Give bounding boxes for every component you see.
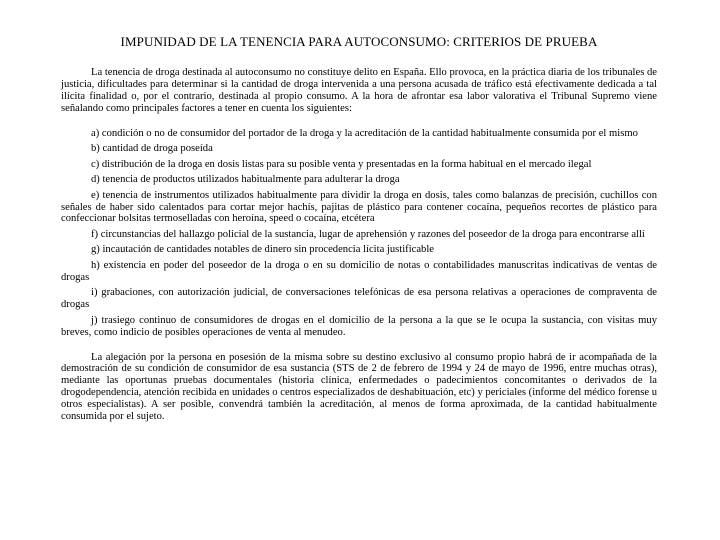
criterion-item: b) cantidad de droga poseída	[91, 143, 213, 155]
criterion-item: f) circunstancias del hallazgo policial de la sustancia, lugar de aprehensión y razones del poseedor de la droga para encontrarse allí	[91, 228, 645, 240]
criterion-item: h) existencia en poder del poseedor de la droga o en su domicilio de notas o contabilidades manuscritas indicativas de ventas de drogas	[61, 259, 657, 283]
criterion-item: c) distribución de la droga en dosis listas para su posible venta y presentadas en la forma habitual en el mercado ilegal	[91, 158, 592, 170]
criterion-item: g) incautación de cantidades notables de dinero sin procedencia lícita justificable	[91, 244, 434, 256]
criterion-item: e) tenencia de instrumentos utilizados habitualmente para dividir la droga en dosis, tales como balanzas de precisión, cuchillos con señales de haber sido calentados para cortar mejor hachís, pajitas de plástico para contener cocaína, pequeños recortes de plástico para confeccionar bolsitas termoselladas con heroína, speed o cocaína, etcétera	[61, 189, 657, 225]
criterion-item: a) condición o no de consumidor del portador de la droga y la acreditación de la cantidad habitualmente consumida por el mismo	[91, 127, 638, 139]
criteria-list	[61, 128, 657, 339]
document-page	[61, 34, 657, 423]
document-title: IMPUNIDAD DE LA TENENCIA PARA AUTOCONSUMO: CRITERIOS DE PRUEBA	[120, 34, 598, 49]
criterion-item: j) trasiego continuo de consumidores de drogas en el domicilio de la persona a la que se le ocupa la sustancia, con visitas muy breves, como indicio de posibles operaciones de venta al menudeo.	[61, 314, 657, 338]
conclusion-paragraph: La alegación por la persona en posesión de la misma sobre su destino exclusivo al consumo propio habrá de ir acompañada de la demostración de su condición de consumidor de esa sustancia (STS de 2 de febrero de 1994 y 24 de mayo de 1996, entre muchas otras), mediante las oportunas pruebas documentales (historia clínica, enfermedades o padecimientos concomitantes o derivados de la drogodependencia, atención recibida en unidades o centros especializados de deshabituación, etc) y periciales (informe del médico forense u otros especialistas). A ser posible, convendrá también la acreditación, al menos de forma aproximada, de la cantidad habitualmente consumida por el sujeto.	[61, 351, 657, 423]
criterion-item: d) tenencia de productos utilizados habitualmente para adulterar la droga	[91, 174, 400, 186]
criterion-item: i) grabaciones, con autorización judicial, de conversaciones telefónicas de esa persona relativas a operaciones de compraventa de drogas	[61, 287, 657, 311]
intro-paragraph: La tenencia de droga destinada al autoconsumo no constituye delito en España. Ello provoca, en la práctica diaria de los tribunales de justicia, dificultades para determinar si la cantidad de droga intervenida a una persona acusada de tráfico está efectivamente dedicada a tal ilícita finalidad o, por el contrario, destinada al propio consumo. A la hora de afrontar esa labor valorativa el Tribunal Supremo viene señalando como principales factores a tener en cuenta los siguientes:	[61, 67, 657, 114]
